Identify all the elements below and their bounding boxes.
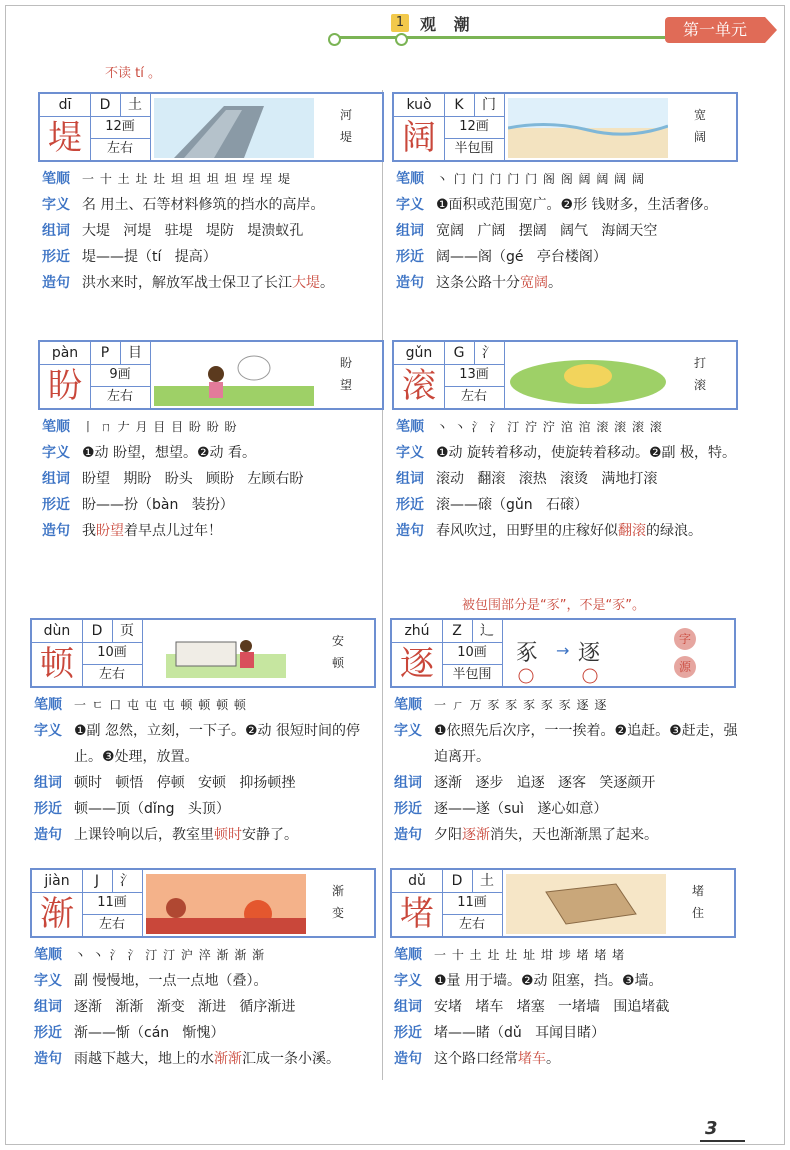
highlighted-word: 大堤 (292, 275, 320, 291)
similar-character: 逐——遂（suì 遂心如意） (434, 801, 608, 817)
similar-character: 渐——惭（cán 惭愧） (74, 1025, 225, 1041)
stroke-order: 丶 丶 氵 氵 汀 泞 泞 涫 涫 滚 滚 滚 滚 (436, 420, 663, 434)
label-ziyi: 字义 (396, 197, 424, 213)
page-number-underline (700, 1140, 745, 1142)
character-card (390, 868, 736, 938)
example-sentence: 洪水来时，解放军战士保卫了长江大堤。 (82, 275, 334, 291)
stroke-order: 一 ㄷ 口 屯 屯 屯 顿 顿 顿 顿 (74, 698, 247, 712)
similar-character: 滚——磙（gǔn 石磙） (436, 497, 588, 513)
label-zuci: 组词 (34, 999, 62, 1015)
label-zaoju: 造句 (394, 1051, 422, 1067)
note-zhu: 被包围部分是“豕”，不是“豕”。 (462, 598, 645, 613)
structure: 左右 (82, 914, 143, 936)
illustration (506, 624, 666, 684)
radical: 氵 (112, 870, 143, 893)
label-ziyi: 字义 (42, 445, 70, 461)
stroke-order: 丨 ㄇ 𠂇 月 目 目 盼 盼 盼 (82, 420, 238, 434)
example-sentence: 雨越下越大，地上的水渐渐汇成一条小溪。 (74, 1051, 340, 1067)
illustration (506, 874, 666, 934)
big-character: 阔 (394, 116, 445, 160)
illustration-caption: 打 滚 (693, 356, 706, 392)
character-card (30, 868, 376, 938)
word-examples: 盼望 期盼 盼头 顾盼 左顾右盼 (82, 471, 304, 487)
label-ziyi: 字义 (394, 723, 422, 739)
pinyin: dùn (32, 620, 83, 643)
svg-text:逐: 逐 (578, 641, 601, 666)
structure: 左右 (82, 664, 143, 686)
similar-character: 盼——扮（bàn 装扮） (82, 497, 234, 513)
stroke-count: 12画 (444, 116, 505, 139)
illustration-caption: 安 顿 (331, 634, 344, 670)
index-letter: J (82, 870, 113, 893)
lesson-title: 观 潮 (420, 15, 476, 34)
illustration (508, 98, 668, 158)
big-character: 堤 (40, 116, 91, 160)
example-sentence: 我盼望着早点儿过年！ (82, 523, 222, 539)
big-character: 滚 (394, 364, 445, 408)
illustration (146, 874, 306, 934)
character-card (392, 92, 738, 162)
example-sentence: 这条公路十分宽阔。 (436, 275, 562, 291)
label-xingjin: 形近 (34, 1025, 62, 1041)
meaning: ❶动 盼望，想望。❷动 看。 (82, 445, 257, 461)
stroke-count: 13画 (444, 364, 505, 387)
pinyin: dǔ (392, 870, 443, 893)
index-letter: G (444, 342, 475, 365)
entry-details (396, 414, 742, 544)
label-xingjin: 形近 (396, 497, 424, 513)
label-bishun: 笔顺 (396, 419, 424, 435)
label-xingjin: 形近 (396, 249, 424, 265)
entry-details (394, 942, 740, 1072)
big-character: 堵 (392, 892, 443, 936)
label-zuci: 组词 (396, 471, 424, 487)
label-zuci: 组词 (42, 471, 70, 487)
meaning: ❶面积或范围宽广。❷形 钱财多，生活奢侈。 (436, 197, 718, 213)
structure: 左右 (90, 386, 151, 408)
label-xingjin: 形近 (394, 801, 422, 817)
highlighted-word: 顿时 (214, 827, 242, 843)
radical: 门 (474, 94, 505, 117)
label-xingjin: 形近 (42, 249, 70, 265)
illustration (154, 346, 314, 406)
pinyin: gǔn (394, 342, 445, 365)
highlighted-word: 渐渐 (214, 1051, 242, 1067)
big-character: 盼 (40, 364, 91, 408)
word-examples: 安堵 堵车 堵塞 一堵墙 围追堵截 (434, 999, 670, 1015)
character-card (38, 92, 384, 162)
label-ziyi: 字义 (34, 723, 62, 739)
label-xingjin: 形近 (34, 801, 62, 817)
stroke-order: 一 十 土 圵 圵 址 坩 埗 堵 堵 堵 (434, 948, 626, 962)
word-examples: 大堤 河堤 驻堤 堤防 堤溃蚁孔 (82, 223, 304, 239)
label-ziyi: 字义 (394, 973, 422, 989)
entry-details (394, 692, 740, 848)
illustration-caption: 渐 变 (331, 884, 344, 920)
index-letter: D (90, 94, 121, 117)
pinyin: zhú (392, 620, 443, 643)
character-card (390, 618, 736, 688)
label-zuci: 组词 (42, 223, 70, 239)
pinyin: dī (40, 94, 91, 117)
radical: 辶 (472, 620, 503, 643)
stroke-count: 12画 (90, 116, 151, 139)
pinyin: pàn (40, 342, 91, 365)
label-zuci: 组词 (394, 775, 422, 791)
character-card (30, 618, 376, 688)
stroke-order: 丶 丶 氵 氵 汀 汀 沪 淬 渐 渐 渐 (74, 948, 266, 962)
label-zaoju: 造句 (42, 275, 70, 291)
label-zaoju: 造句 (34, 1051, 62, 1067)
stroke-count: 11画 (442, 892, 503, 915)
highlighted-word: 宽阔 (520, 275, 548, 291)
meaning: 名 用土、石等材料修筑的挡水的高岸。 (82, 197, 325, 213)
meaning: ❶动 旋转着移动，使旋转着移动。❷副 极，特。 (436, 445, 737, 461)
label-xingjin: 形近 (42, 497, 70, 513)
stroke-count: 10画 (82, 642, 143, 665)
word-examples: 逐渐 渐渐 渐变 渐进 循序渐进 (74, 999, 296, 1015)
similar-character: 顿——顶（dǐng 头顶） (74, 801, 230, 817)
illustration (508, 346, 668, 406)
meaning: 副 慢慢地，一点一点地（叠）。 (74, 973, 268, 989)
note-di: 不读 tí 。 (105, 66, 161, 81)
illustration-caption: 堵 住 (691, 884, 704, 920)
big-character: 渐 (32, 892, 83, 936)
character-card (392, 340, 738, 410)
label-zaoju: 造句 (394, 827, 422, 843)
zi-badge: 字 (674, 628, 696, 650)
label-bishun: 笔顺 (394, 947, 422, 963)
stroke-count: 11画 (82, 892, 143, 915)
pinyin: jiàn (32, 870, 83, 893)
label-zaoju: 造句 (396, 275, 424, 291)
label-zuci: 组词 (34, 775, 62, 791)
meaning: ❶依照先后次序，一一挨着。❷追赶。❸赶走，强迫离开。 (434, 723, 738, 765)
label-zaoju: 造句 (42, 523, 70, 539)
label-zuci: 组词 (394, 999, 422, 1015)
label-ziyi: 字义 (396, 445, 424, 461)
label-bishun: 笔顺 (394, 697, 422, 713)
illustration (146, 624, 306, 684)
label-bishun: 笔顺 (34, 697, 62, 713)
stroke-order: 一 ㄏ 万 豕 豕 豕 豕 豕 逐 逐 (434, 698, 608, 712)
svg-text:→: → (556, 641, 570, 660)
radical: 氵 (474, 342, 505, 365)
page-number: 3 (705, 1118, 718, 1139)
word-examples: 顿时 顿悟 停顿 安顿 抑扬顿挫 (74, 775, 296, 791)
label-bishun: 笔顺 (42, 171, 70, 187)
highlighted-word: 盼望 (96, 523, 124, 539)
entry-details (34, 692, 380, 848)
big-character: 顿 (32, 642, 83, 686)
stroke-order: 丶 门 门 门 门 门 阁 阁 阔 阔 阔 阔 (436, 172, 645, 186)
similar-character: 阔——阁（gé 亭台楼阁） (436, 249, 607, 265)
character-card (38, 340, 384, 410)
word-examples: 逐渐 逐步 追逐 逐客 笑逐颜开 (434, 775, 656, 791)
label-zaoju: 造句 (34, 827, 62, 843)
lesson-number: 1 (391, 14, 409, 32)
label-xingjin: 形近 (394, 1025, 422, 1041)
label-bishun: 笔顺 (34, 947, 62, 963)
label-zaoju: 造句 (396, 523, 424, 539)
unit-tab: 第一单元 (665, 17, 765, 43)
label-bishun: 笔顺 (42, 419, 70, 435)
structure: 半包围 (442, 664, 503, 686)
similar-character: 堵——睹（dǔ 耳闻目睹） (434, 1025, 606, 1041)
stroke-count: 10画 (442, 642, 503, 665)
structure: 左右 (444, 386, 505, 408)
index-letter: Z (442, 620, 473, 643)
svg-text:豖: 豖 (516, 641, 539, 666)
header-dot (328, 33, 341, 46)
highlighted-word: 逐渐 (462, 827, 490, 843)
structure: 左右 (442, 914, 503, 936)
example-sentence: 春风吹过，田野里的庄稼好似翻滚的绿浪。 (436, 523, 702, 539)
illustration-caption: 宽 阔 (693, 108, 706, 144)
radical: 页 (112, 620, 143, 643)
entry-details (42, 166, 388, 296)
highlighted-word: 堵车 (518, 1051, 546, 1067)
illustration-caption: 盼 望 (339, 356, 352, 392)
label-zuci: 组词 (396, 223, 424, 239)
entry-details (396, 166, 742, 296)
structure: 左右 (90, 138, 151, 160)
header-line (330, 36, 680, 39)
pinyin: kuò (394, 94, 445, 117)
radical: 土 (120, 94, 151, 117)
index-letter: P (90, 342, 121, 365)
word-examples: 宽阔 广阔 摆阔 阔气 海阔天空 (436, 223, 658, 239)
structure: 半包围 (444, 138, 505, 160)
radical: 目 (120, 342, 151, 365)
header-dot (395, 33, 408, 46)
entry-details (42, 414, 388, 544)
example-sentence: 这个路口经常堵车。 (434, 1051, 560, 1067)
stroke-order: 一 十 土 圵 圵 坦 坦 坦 坦 埕 埕 堤 (82, 172, 291, 186)
example-sentence: 上课铃响以后，教室里顿时安静了。 (74, 827, 298, 843)
index-letter: D (442, 870, 473, 893)
index-letter: K (444, 94, 475, 117)
big-character: 逐 (392, 642, 443, 686)
label-bishun: 笔顺 (396, 171, 424, 187)
example-sentence: 夕阳逐渐消失，天也渐渐黑了起来。 (434, 827, 658, 843)
entry-details (34, 942, 380, 1072)
label-ziyi: 字义 (34, 973, 62, 989)
illustration (154, 98, 314, 158)
meaning: ❶副 忽然，立刻，一下子。❷动 很短时间的停止。❸处理，放置。 (74, 723, 361, 765)
yuan-badge: 源 (674, 656, 696, 678)
illustration-caption: 河 堤 (339, 108, 352, 144)
index-letter: D (82, 620, 113, 643)
highlighted-word: 翻滚 (618, 523, 646, 539)
similar-character: 堤——提（tí 提高） (82, 249, 217, 265)
label-ziyi: 字义 (42, 197, 70, 213)
word-examples: 滚动 翻滚 滚热 滚烫 满地打滚 (436, 471, 658, 487)
meaning: ❶量 用于墙。❷动 阻塞，挡。❸墙。 (434, 973, 663, 989)
radical: 土 (472, 870, 503, 893)
stroke-count: 9画 (90, 364, 151, 387)
